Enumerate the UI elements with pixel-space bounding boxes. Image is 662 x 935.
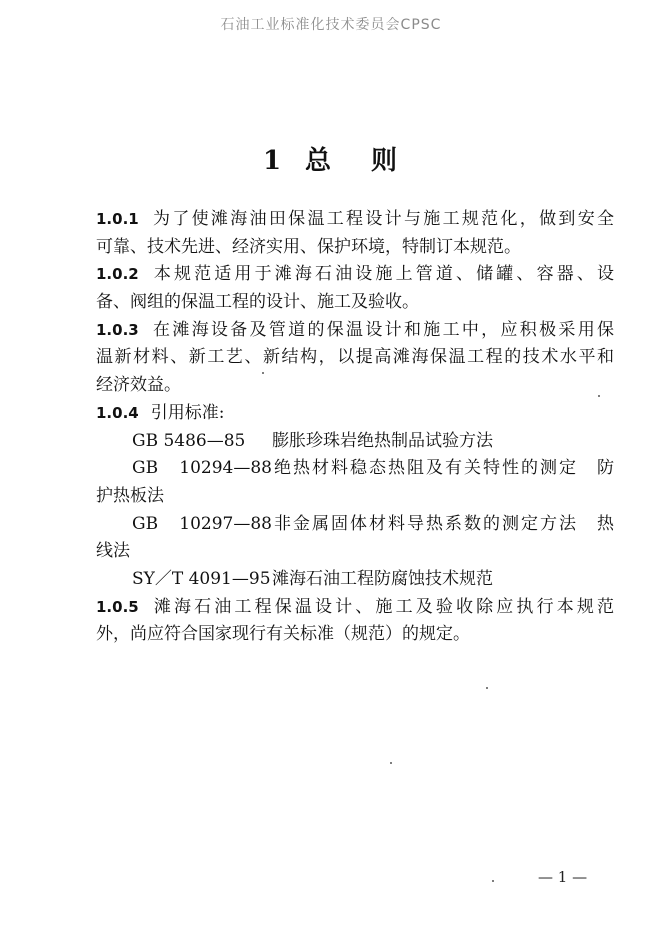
- standard-name: 非金属固体材料导热系数的测定方法 热: [272, 513, 614, 534]
- standard-code: GB 10297—88: [132, 513, 272, 534]
- chapter-title-char-2: 则: [371, 146, 400, 176]
- scan-speck: [486, 687, 488, 689]
- clause-number: 1.0.4: [96, 403, 139, 422]
- watermark: 石油工业标准化技术委员会CPSC: [220, 17, 442, 33]
- clause-number: 1.0.3: [96, 320, 139, 339]
- chapter-number: 1: [262, 146, 284, 176]
- standard-item: [96, 455, 614, 483]
- standard-item-continuation: 线法: [96, 541, 130, 562]
- clause-1-0-2-line-1: 1.0.2 本规范适用于滩海石油设施上管道、储罐、容器、设: [96, 264, 614, 285]
- scan-speck: [492, 880, 494, 882]
- clause-1-0-4-title: 1.0.4 引用标准:: [96, 402, 225, 423]
- standard-code: GB 5486—85: [132, 430, 246, 451]
- standard-item: [96, 428, 614, 456]
- chapter-body: [96, 206, 614, 649]
- clause-number: 1.0.1: [96, 210, 139, 228]
- standard-item: [96, 511, 614, 539]
- standard-name: 绝热材料稳态热阻及有关特性的测定 防: [272, 458, 614, 479]
- standard-code: SY／T 4091—95: [132, 568, 271, 589]
- chapter-title: [0, 140, 662, 177]
- clause-1-0-5-line-1: 1.0.5 滩海石油工程保温设计、施工及验收除应执行本规范: [96, 596, 614, 617]
- standard-name: 滩海石油工程防腐蚀技术规范: [272, 568, 493, 589]
- clause-1-0-1-line-1: 1.0.1 为了使滩海油田保温工程设计与施工规范化，做到安全: [96, 209, 614, 229]
- standard-code: GB 10294—88: [132, 458, 272, 479]
- standard-item: [96, 566, 614, 594]
- clause-1-0-1-line-2: 可靠、技术先进、经济实用、保护环境，特制订本规范。: [96, 236, 521, 257]
- standard-item-continuation: 护热板法: [96, 485, 164, 506]
- scan-speck: [262, 372, 264, 374]
- clause-1-0-3-line-3: 经济效益。: [96, 375, 181, 396]
- clause-1-0-5-line-2: 外，尚应符合国家现行有关标准（规范）的规定。: [96, 624, 470, 645]
- scan-speck: [390, 762, 392, 764]
- scan-speck: [598, 395, 600, 397]
- clause-number: 1.0.2: [96, 265, 139, 284]
- clause-1-0-2-line-2: 备、阀组的保温工程的设计、施工及验收。: [96, 292, 419, 313]
- chapter-title-char-1: 总: [305, 146, 334, 176]
- clause-1-0-3-line-1: 1.0.3 在滩海设备及管道的保温设计和施工中，应积极采用保: [96, 319, 614, 340]
- clause-1-0-3-line-2: 温新材料、新工艺、新结构，以提高滩海保温工程的技术水平和: [96, 347, 614, 368]
- page-number: — 1 —: [538, 868, 588, 886]
- standard-name: 膨胀珍珠岩绝热制品试验方法: [272, 430, 493, 451]
- clause-number: 1.0.5: [96, 597, 139, 616]
